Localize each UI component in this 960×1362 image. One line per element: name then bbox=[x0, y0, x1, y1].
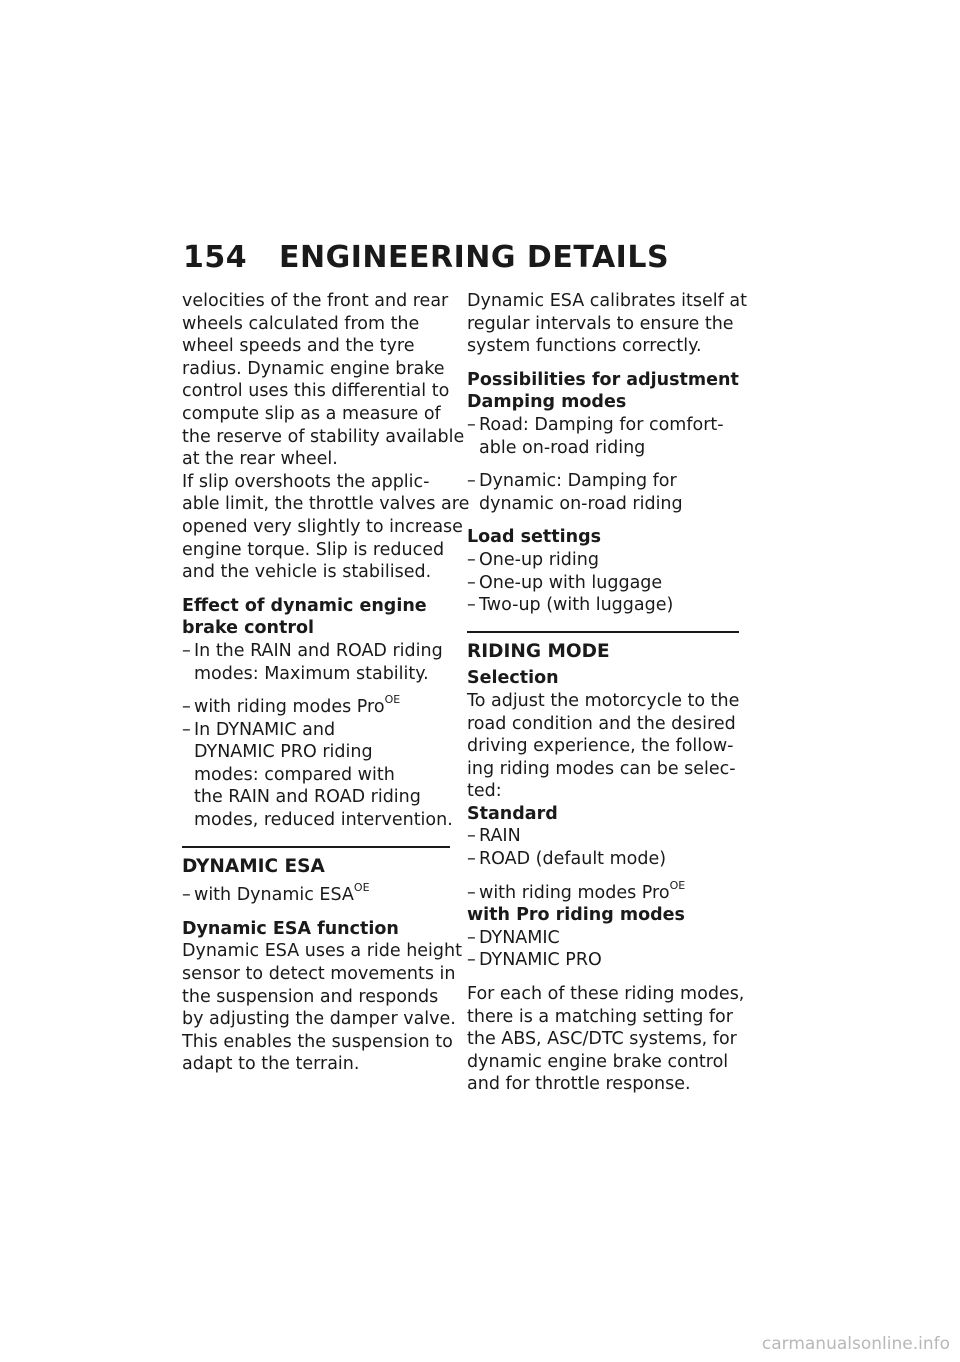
list-item-cont: DYNAMIC PRO riding bbox=[194, 742, 373, 763]
text-line: dynamic engine brake control bbox=[467, 1051, 729, 1072]
list-item: – Road: Damping for comfort- bbox=[467, 414, 724, 435]
text-line: regular intervals to ensure the bbox=[467, 313, 734, 334]
text-line: To adjust the motorcycle to the bbox=[467, 690, 740, 711]
option-note: – with Dynamic $ESA^{OE}$ bbox=[182, 881, 370, 906]
section-dynamic-esa: DYNAMIC ESA bbox=[182, 846, 450, 879]
list-item: – One-up riding bbox=[467, 549, 599, 570]
text-line: the ABS, ASC/DTC systems, for bbox=[467, 1029, 737, 1050]
text-line: Dynamic ESA uses a ride height bbox=[182, 941, 462, 962]
oe-mark: OE bbox=[669, 878, 686, 892]
text-line: opened very slightly to increase bbox=[182, 516, 463, 537]
list-item: – Two-up (with luggage) bbox=[467, 595, 674, 616]
text-line: road condition and the desired bbox=[467, 713, 736, 734]
list-item: – One-up with luggage bbox=[467, 572, 663, 593]
chapter-title: ENGINEERING DETAILS bbox=[279, 240, 670, 275]
list-item: – RAIN bbox=[467, 826, 521, 847]
list-item-cont: the RAIN and ROAD riding bbox=[194, 787, 421, 808]
text-line: This enables the suspension to bbox=[182, 1031, 453, 1052]
list-item: – In DYNAMIC and bbox=[182, 719, 336, 740]
text-line: ing riding modes can be selec- bbox=[467, 758, 736, 779]
selection-heading: Selection bbox=[467, 668, 559, 689]
oe-mark: OE bbox=[384, 693, 401, 707]
text-line: system functions correctly. bbox=[467, 336, 702, 357]
intro-paragraph bbox=[182, 290, 465, 471]
list-item-cont: modes: compared with bbox=[194, 764, 395, 785]
load-heading: Load settings bbox=[467, 527, 602, 548]
pro-heading: with Pro riding modes bbox=[467, 905, 685, 926]
effect-heading: Effect of dynamic engine bbox=[182, 595, 427, 616]
watermark: carmanualsonline.info bbox=[761, 1334, 950, 1354]
list-item: – In the RAIN and ROAD riding bbox=[182, 640, 443, 661]
left-column bbox=[182, 290, 470, 1076]
list-item: – DYNAMIC bbox=[467, 927, 560, 948]
text-line: able limit, the throttle valves are bbox=[182, 494, 470, 515]
list-item-cont: dynamic on-road riding bbox=[479, 493, 683, 514]
list-item-cont: modes, reduced intervention. bbox=[194, 810, 453, 831]
page-header bbox=[183, 240, 669, 275]
text-line: Dynamic ESA calibrates itself at bbox=[467, 291, 747, 311]
list-item-cont: able on-road riding bbox=[479, 437, 646, 458]
slip-paragraph bbox=[182, 471, 470, 584]
text-line: velocities of the front and rear bbox=[182, 291, 449, 311]
text-line: control uses this differential to bbox=[182, 381, 450, 402]
text-line: the suspension and responds bbox=[182, 986, 439, 1007]
text-line: ted: bbox=[467, 781, 502, 802]
text-line: and the vehicle is stabilised. bbox=[182, 562, 432, 583]
oe-mark: OE bbox=[353, 881, 370, 895]
text-line: engine torque. Slip is reduced bbox=[182, 539, 445, 560]
text-line: For each of these riding modes, bbox=[467, 984, 745, 1005]
list-item: – DYNAMIC PRO bbox=[467, 950, 602, 971]
esa-function-heading: Dynamic ESA function bbox=[182, 918, 399, 939]
text-line: wheels calculated from the bbox=[182, 313, 420, 334]
standard-heading: Standard bbox=[467, 803, 558, 824]
effect-heading-cont: brake control bbox=[182, 618, 314, 639]
text-line: If slip overshoots the applic- bbox=[182, 471, 430, 492]
option-note: – with riding modes Pro$^{OE}$ bbox=[467, 878, 686, 903]
damping-heading: Damping modes bbox=[467, 392, 627, 413]
page-number: 154 bbox=[183, 240, 248, 275]
adjust-heading: Possibilities for adjustment bbox=[467, 369, 739, 390]
text-line: adapt to the terrain. bbox=[182, 1054, 360, 1075]
right-column bbox=[467, 290, 747, 1096]
text-line: at the rear wheel. bbox=[182, 449, 338, 470]
list-item: – Dynamic: Damping for bbox=[467, 471, 677, 492]
text-line: by adjusting the damper valve. bbox=[182, 1009, 456, 1030]
text-line: driving experience, the follow- bbox=[467, 736, 734, 757]
text-line: compute slip as a measure of bbox=[182, 403, 441, 424]
text-line: wheel speeds and the tyre bbox=[182, 336, 415, 357]
text-line: there is a matching setting for bbox=[467, 1006, 733, 1027]
list-item-cont: modes: Maximum stability. bbox=[194, 663, 429, 684]
list-item: – ROAD (default mode) bbox=[467, 849, 667, 870]
section-riding-mode: RIDING MODE bbox=[467, 631, 739, 664]
text-line: sensor to detect movements in bbox=[182, 964, 456, 985]
text-line: radius. Dynamic engine brake bbox=[182, 358, 445, 379]
text-line: the reserve of stability available bbox=[182, 426, 465, 447]
text-line: and for throttle response. bbox=[467, 1074, 691, 1095]
option-note: – with riding modes Pro$^{OE}$ bbox=[182, 693, 401, 718]
